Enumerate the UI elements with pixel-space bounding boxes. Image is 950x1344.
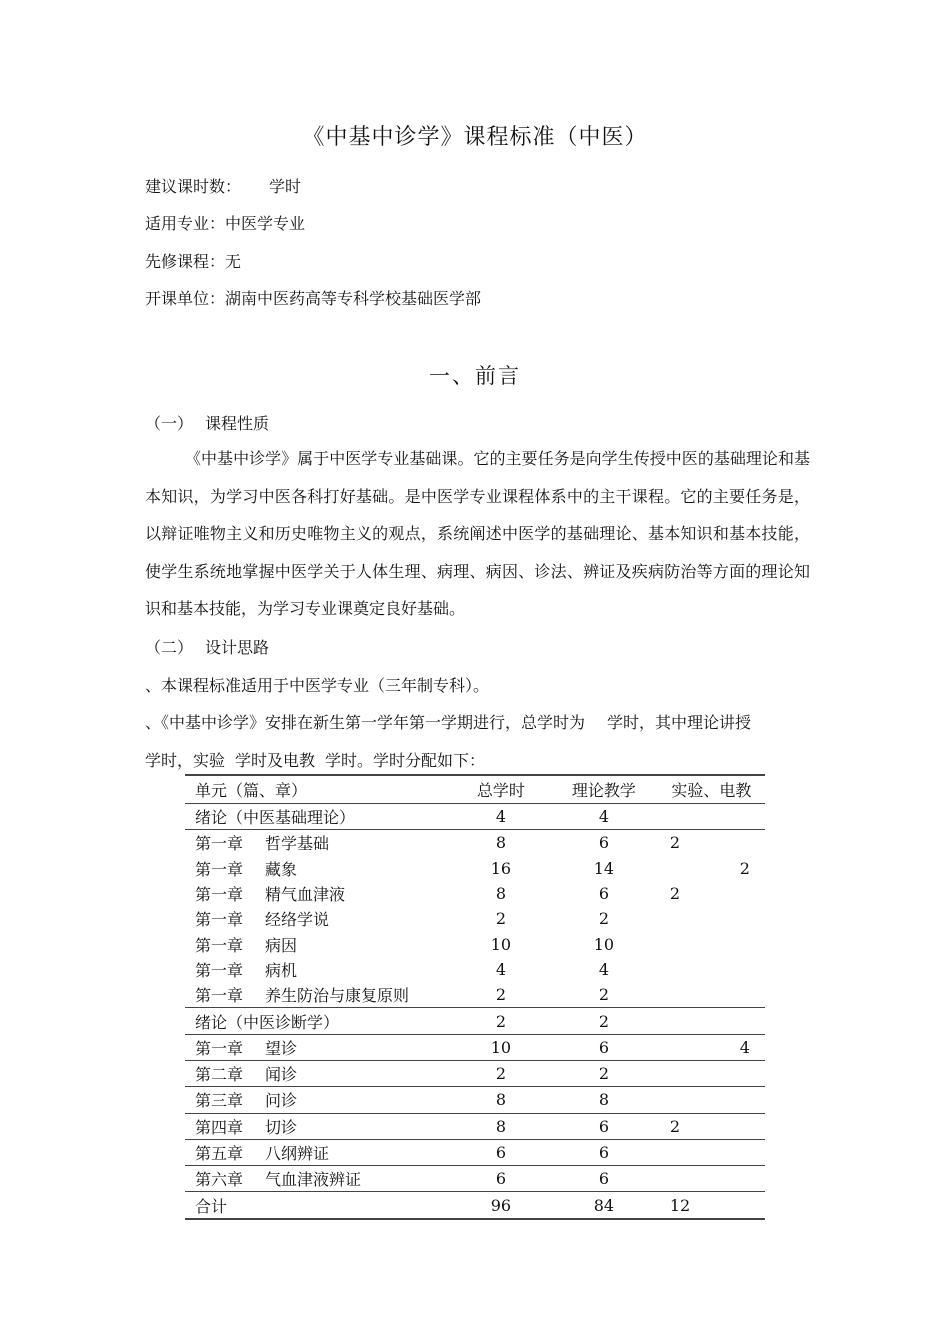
cell-theory: 4	[598, 807, 609, 827]
meta-value: 无	[225, 252, 242, 271]
chapter-name: 望诊	[265, 1038, 298, 1058]
cell-total: 8	[452, 1113, 550, 1139]
chapter-label: 合计	[195, 1196, 228, 1216]
cell-total: 8	[452, 1087, 550, 1113]
cell-lab-av	[658, 830, 765, 856]
chapter-label: 绪论（中医基础理论）	[195, 808, 356, 828]
subsection-label: 课程性质	[205, 414, 270, 433]
av-hours: 4	[739, 1037, 750, 1057]
cell-lab-av	[658, 1166, 765, 1192]
cell-lab-av	[658, 881, 765, 906]
cell-unit	[185, 1060, 452, 1086]
cell-total: 10	[452, 1034, 550, 1060]
chapter-label: 第一章	[195, 859, 244, 879]
lab-hours: 12	[669, 1195, 691, 1215]
cell-lab-av	[658, 931, 765, 956]
cell-unit	[185, 1034, 452, 1060]
cell-total: 96	[452, 1192, 550, 1219]
chapter-label: 第一章	[195, 935, 244, 955]
cell-unit	[185, 931, 452, 956]
table-row	[185, 906, 765, 931]
cell-theory: 84	[550, 1192, 658, 1219]
cell-total: 8	[452, 830, 550, 856]
cell-total: 8	[495, 884, 507, 904]
table-row	[185, 931, 765, 956]
meta-value: 学时	[269, 177, 302, 196]
chapter-name: 病机	[265, 960, 298, 980]
chapter-name: 精气血津液	[265, 885, 346, 905]
subsection-number: （一）	[145, 414, 194, 433]
meta-department	[145, 286, 481, 309]
chapter-label: 第一章	[195, 910, 244, 930]
text-span: 学时及电教	[235, 751, 316, 770]
chapter-label: 第五章	[195, 1144, 244, 1163]
table-header-row	[185, 775, 765, 804]
table-row	[185, 957, 765, 982]
chapter-name: 切诊	[265, 1117, 298, 1137]
cell-theory: 8	[550, 1087, 658, 1113]
cell-theory: 2	[598, 909, 609, 929]
chapter-name: 闻诊	[265, 1065, 298, 1085]
table-row	[185, 982, 765, 1008]
cell-unit	[185, 881, 452, 906]
design-item-2-cont	[145, 748, 485, 771]
meta-prerequisite	[145, 249, 241, 272]
cell-unit	[185, 804, 452, 830]
chapter-name: 病因	[265, 935, 298, 955]
cell-unit	[185, 1087, 452, 1113]
table-row	[185, 881, 765, 906]
cell-lab-av	[658, 957, 765, 982]
chapter-name: 气血津液辨证	[265, 1170, 362, 1190]
table-row	[185, 1060, 765, 1086]
col-header-lab: 实验、电教	[658, 775, 765, 804]
meta-value: 湖南中医药高等专科学校基础医学部	[225, 289, 482, 308]
text-span: 学时。学时分配如下：	[325, 751, 486, 770]
cell-lab-av	[658, 1113, 765, 1139]
table-row	[185, 1192, 765, 1219]
col-header-theory: 理论教学	[550, 775, 658, 804]
cell-lab-av	[658, 1192, 765, 1219]
col-header-unit: 单元（篇、章）	[185, 775, 452, 804]
section-heading: 一、前言	[429, 364, 521, 388]
chapter-name: 藏象	[265, 859, 298, 879]
meta-hours	[145, 174, 301, 197]
hours-table	[185, 774, 765, 1220]
cell-unit	[185, 830, 452, 856]
design-item-1: 、本课程标准适用于中医学专业（三年制专科）。	[145, 676, 490, 695]
cell-theory: 14	[593, 858, 615, 878]
av-hours: 2	[739, 858, 750, 878]
table-row	[185, 1087, 765, 1113]
cell-total: 6	[452, 1166, 550, 1192]
cell-unit	[185, 1166, 452, 1192]
cell-lab-av	[658, 1008, 765, 1034]
table-row	[185, 1034, 765, 1060]
table-row	[185, 1113, 765, 1139]
chapter-label: 第一章	[195, 960, 244, 980]
col-header-total: 总学时	[452, 775, 550, 804]
chapter-name: 哲学基础	[265, 834, 330, 854]
table-row	[185, 1166, 765, 1192]
cell-lab-av	[658, 804, 765, 830]
cell-unit	[185, 856, 452, 881]
cell-theory: 2	[550, 1060, 658, 1086]
text-span: 学时，实验	[145, 751, 226, 770]
cell-unit	[185, 982, 452, 1008]
cell-theory: 4	[598, 959, 609, 979]
chapter-label: 第三章	[195, 1091, 244, 1111]
cell-theory: 6	[550, 1139, 658, 1165]
cell-total: 2	[452, 1060, 550, 1086]
cell-theory: 2	[598, 985, 609, 1005]
cell-theory: 10	[593, 934, 615, 954]
cell-total: 10	[490, 934, 512, 954]
cell-total: 16	[490, 858, 512, 878]
cell-unit	[185, 1139, 452, 1165]
cell-theory: 2	[550, 1008, 658, 1034]
text-span: 、《中基中诊学》安排在新生第一学年第一学期进行，总学时为	[145, 713, 586, 732]
chapter-label: 第一章	[195, 885, 244, 905]
chapter-label: 第一章	[195, 1038, 244, 1058]
cell-lab-av	[658, 1034, 765, 1060]
subsection-nature	[145, 411, 269, 434]
cell-unit	[185, 1008, 452, 1034]
cell-theory: 6	[550, 1166, 658, 1192]
cell-total: 2	[495, 909, 507, 929]
chapter-label: 第一章	[195, 986, 244, 1006]
cell-unit	[185, 906, 452, 931]
document-title: 《中基中诊学》课程标准（中医）	[302, 125, 648, 150]
meta-label: 建议课时数：	[145, 177, 242, 196]
meta-major	[145, 211, 305, 234]
chapter-label: 绪论（中医诊断学）	[195, 1012, 340, 1032]
cell-total: 2	[452, 1008, 550, 1034]
cell-unit	[185, 1192, 452, 1219]
lab-hours: 2	[669, 833, 681, 853]
cell-lab-av	[658, 982, 765, 1008]
table-row	[185, 1008, 765, 1034]
meta-label: 开课单位：	[145, 289, 226, 308]
meta-label: 先修课程：	[145, 252, 226, 271]
cell-lab-av	[658, 906, 765, 931]
cell-unit	[185, 957, 452, 982]
table-row	[185, 856, 765, 881]
cell-lab-av	[658, 856, 765, 881]
cell-theory: 6	[550, 1034, 658, 1060]
meta-label: 适用专业：	[145, 214, 226, 233]
table-row	[185, 804, 765, 830]
table-row	[185, 1139, 765, 1165]
cell-unit	[185, 1113, 452, 1139]
table-body	[185, 804, 765, 1219]
chapter-label: 第二章	[195, 1065, 244, 1085]
cell-total: 6	[452, 1139, 550, 1165]
text-span: 学时，其中理论讲授	[607, 713, 752, 732]
cell-theory: 6	[550, 1113, 658, 1139]
cell-lab-av	[658, 1060, 765, 1086]
design-item-2	[145, 710, 751, 733]
chapter-name: 八纲辨证	[265, 1144, 330, 1163]
chapter-name: 问诊	[265, 1091, 298, 1111]
cell-total: 4	[495, 959, 507, 979]
cell-theory: 6	[550, 830, 658, 856]
chapter-label: 第一章	[195, 834, 244, 854]
lab-hours: 2	[669, 1116, 681, 1136]
subsection-design	[145, 635, 269, 658]
cell-total: 2	[495, 985, 507, 1005]
subsection-label: 设计思路	[205, 638, 270, 657]
meta-value: 中医学专业	[225, 214, 306, 233]
chapter-name: 经络学说	[265, 910, 330, 930]
course-nature-paragraph: 《中基中诊学》属于中医学专业基础课。它的主要任务是向学生传授中医的基础理论和基本知识，为学习中医各科打好基础。是中医学专业课程体系中的主干课程。它的主要任务是，以辩证唯物主义和历史唯物主义的观点，系统阐述中医学的基础理论、基本知识和基本技能，使学生系统地掌握中医学关于人体生理、病理、病因、诊法、辨证及疾病防治等方面的理论知识和基本技能，为学习专业课奠定良好基础。	[145, 449, 810, 619]
cell-lab-av	[658, 1087, 765, 1113]
chapter-label: 第四章	[195, 1117, 244, 1137]
cell-lab-av	[658, 1139, 765, 1165]
chapter-label: 第六章	[195, 1170, 244, 1190]
lab-hours: 2	[669, 884, 681, 904]
cell-total: 4	[495, 807, 507, 827]
cell-theory: 6	[598, 884, 609, 904]
chapter-name: 养生防治与康复原则	[265, 986, 410, 1006]
subsection-number: （二）	[145, 638, 194, 657]
table-row	[185, 830, 765, 856]
